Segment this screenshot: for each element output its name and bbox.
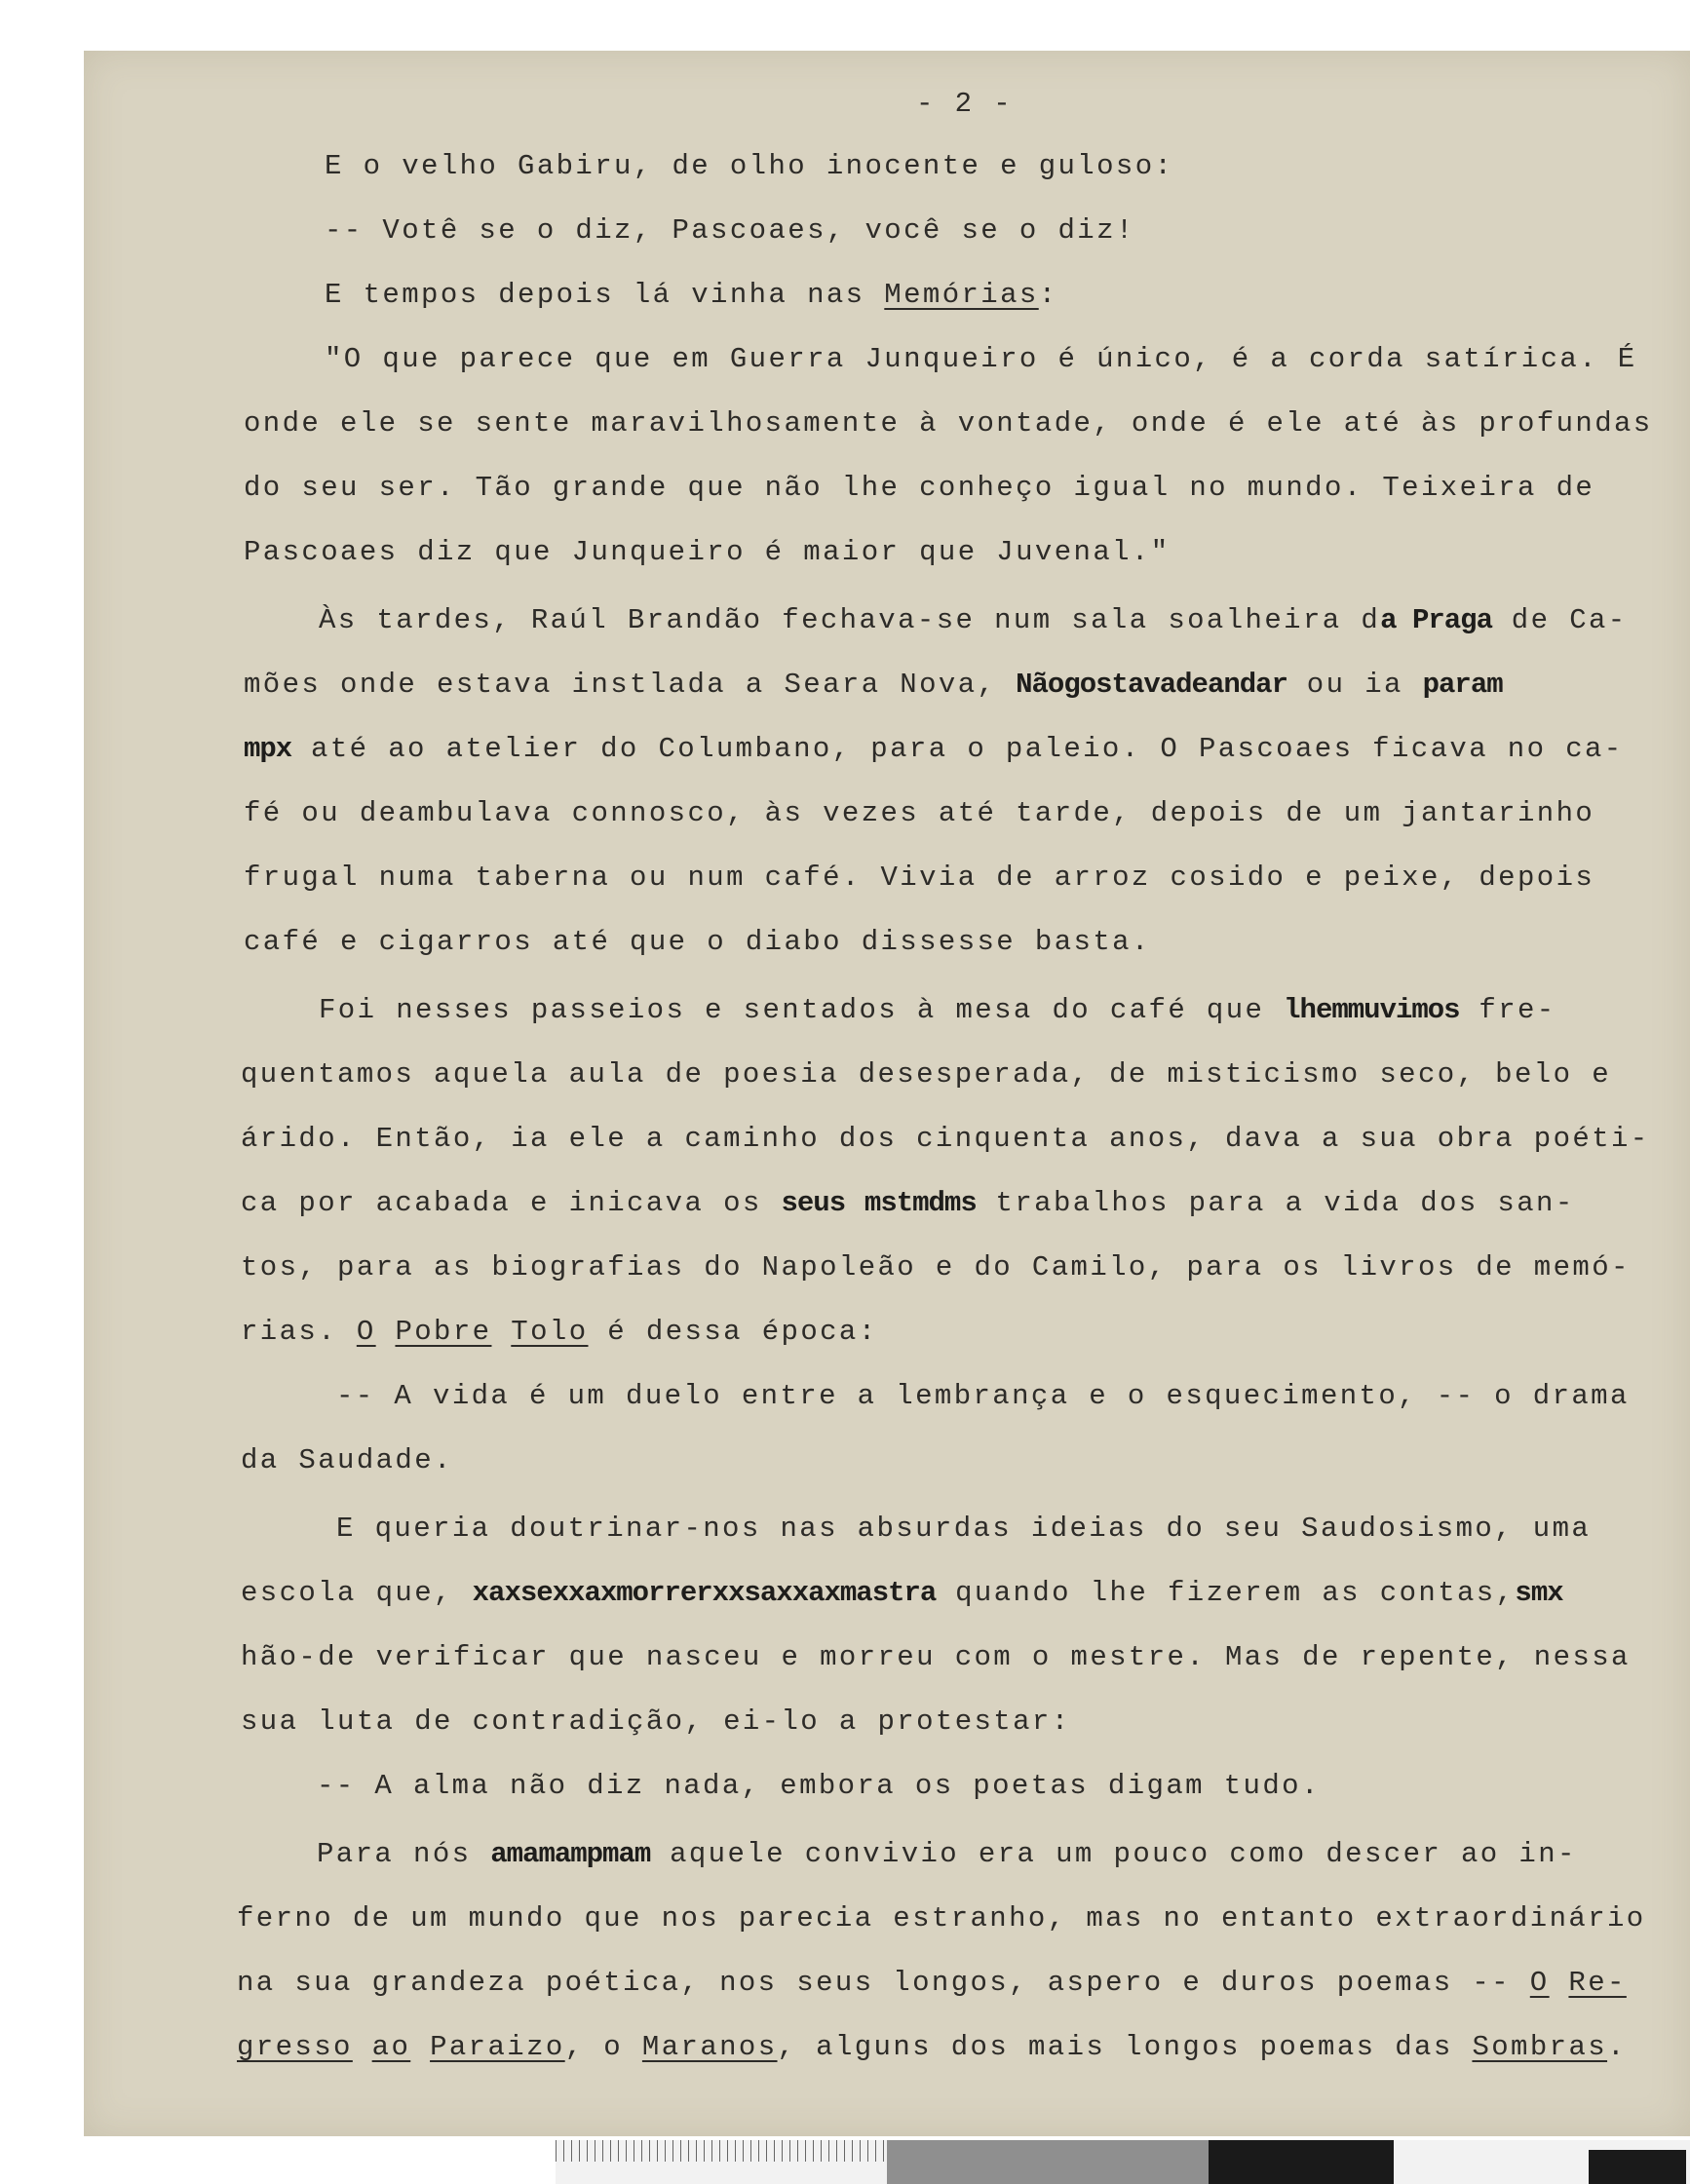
- text-run: ferno de um mundo que nos parecia estranho, mas no entanto extraordinário: [237, 1902, 1646, 1935]
- text-run: fre-: [1459, 994, 1556, 1026]
- text-line: [244, 926, 1151, 959]
- text-run: árido. Então, ia ele a caminho dos cinquenta anos, dava a sua obra poéti-: [241, 1123, 1650, 1155]
- text-run: quentamos aquela aula de poesia desesperada, de misticismo seco, belo e: [241, 1058, 1612, 1091]
- struck-out-text: lhemmuvimos: [1284, 994, 1460, 1026]
- text-line: [336, 1380, 1630, 1413]
- text-line: [317, 1838, 1577, 1871]
- text-run: [845, 1187, 864, 1219]
- text-line: [244, 797, 1594, 830]
- text-line: [336, 1513, 1591, 1546]
- text-run: aquele convivio era um pouco como descer ao in-: [650, 1838, 1577, 1870]
- text-line: [241, 1058, 1611, 1092]
- text-run: quando lhe fizerem as contas,: [936, 1577, 1516, 1609]
- text-line: [325, 279, 1058, 312]
- text-run: :: [1038, 279, 1058, 311]
- text-line: [241, 1641, 1631, 1674]
- text-line: [241, 1444, 453, 1477]
- text-run: onde ele se sente maravilhosamente à vontade, onde é ele até às profundas: [244, 407, 1653, 440]
- struck-out-text: mstmdms: [864, 1187, 977, 1219]
- text-line: [241, 1577, 1563, 1610]
- text-line: [244, 407, 1653, 441]
- text-run: E queria doutrinar-nos nas absurdas ideias do seu Saudosismo, uma: [336, 1513, 1592, 1545]
- text-run: [353, 2031, 372, 2063]
- text-line: [241, 1251, 1631, 1284]
- text-run: ou ia: [1287, 669, 1423, 701]
- struck-out-text: a Praga: [1380, 604, 1492, 636]
- text-line: [241, 1316, 878, 1349]
- underlined-title: Paraizo: [430, 2031, 565, 2063]
- text-run: -- Votê se o diz, Pascoaes, você se o diz!: [325, 214, 1135, 247]
- page-number: - 2 -: [916, 88, 1014, 120]
- text-run: mões onde estava instlada a Seara Nova,: [244, 669, 1017, 701]
- text-run: -- A alma não diz nada, embora os poetas digam tudo.: [317, 1770, 1321, 1802]
- text-run: trabalhos para a vida dos san-: [976, 1187, 1575, 1219]
- text-run: de Ca-: [1491, 604, 1628, 636]
- text-run: [376, 1316, 396, 1348]
- text-line: [237, 1967, 1627, 2000]
- underlined-title: gresso: [237, 2031, 353, 2063]
- black-patch: [1209, 2140, 1394, 2184]
- struck-out-text: xaxsexxaxmorrerxxsaxxaxmastra: [472, 1577, 937, 1609]
- underlined-title: Pobre: [395, 1316, 492, 1348]
- text-run: sua luta de contradição, ei-lo a protestar:: [241, 1705, 1071, 1738]
- text-run: [410, 2031, 430, 2063]
- text-line: [241, 1123, 1650, 1156]
- text-run: , alguns dos mais longos poemas das: [777, 2031, 1473, 2063]
- underlined-title: O: [1529, 1967, 1550, 1999]
- text-line: [319, 994, 1556, 1027]
- ruler-ticks: [556, 2140, 887, 2162]
- text-run: Para nós: [317, 1838, 491, 1870]
- text-run: da Saudade.: [241, 1444, 453, 1476]
- text-run: rias.: [241, 1316, 357, 1348]
- black-patch-small: [1589, 2150, 1686, 2184]
- struck-out-text: amamampmam: [490, 1838, 651, 1870]
- struck-out-text: mpx: [244, 733, 292, 765]
- underlined-title: Tolo: [511, 1316, 589, 1348]
- text-line: [237, 2031, 1627, 2064]
- text-line: [241, 1187, 1575, 1220]
- text-line: [319, 604, 1628, 637]
- text-run: [1550, 1967, 1569, 1999]
- text-line: [325, 214, 1135, 248]
- underlined-title: Maranos: [641, 2031, 778, 2063]
- text-run: E o velho Gabiru, de olho inocente e guloso:: [325, 150, 1174, 182]
- text-line: [244, 733, 1624, 766]
- struck-out-text: param: [1422, 669, 1503, 701]
- text-run: tos, para as biografias do Napoleão e do Camilo, para os livros de memó-: [241, 1251, 1631, 1284]
- text-run: [491, 1316, 511, 1348]
- underlined-title: Memórias: [884, 279, 1039, 311]
- underlined-title: ao: [371, 2031, 411, 2063]
- text-run: café e cigarros até que o diabo dissesse basta.: [244, 926, 1151, 958]
- text-run: é dessa época:: [588, 1316, 878, 1348]
- text-run: Pascoaes diz que Junqueiro é maior que Juvenal.": [244, 536, 1171, 568]
- text-run: ca por acabada e inicava os: [241, 1187, 782, 1219]
- text-run: do seu ser. Tão grande que não lhe conheço igual no mundo. Teixeira de: [244, 472, 1595, 504]
- text-line: [244, 669, 1503, 702]
- text-line: [325, 150, 1173, 183]
- struck-out-text: smx: [1515, 1577, 1563, 1609]
- text-run: "O que parece que em Guerra Junqueiro é único, é a corda satírica. É: [325, 343, 1637, 375]
- text-line: [317, 1770, 1321, 1803]
- text-run: , o: [564, 2031, 642, 2063]
- text-run: frugal numa taberna ou num café. Vivia de arroz cosido e peixe, depois: [244, 862, 1595, 894]
- text-line: [244, 536, 1171, 569]
- text-line: [325, 343, 1637, 376]
- text-run: na sua grandeza poética, nos seus longos, aspero e duros poemas --: [237, 1967, 1530, 1999]
- color-scale-strip: [556, 2140, 1690, 2184]
- underlined-title: Sombras: [1472, 2031, 1608, 2063]
- text-run: escola que,: [241, 1577, 473, 1609]
- text-line: [241, 1705, 1071, 1739]
- text-run: E tempos depois lá vinha nas: [325, 279, 885, 311]
- text-line: [244, 472, 1594, 505]
- text-line: [244, 862, 1594, 895]
- text-run: Foi nesses passeios e sentados à mesa do café que: [319, 994, 1285, 1026]
- text-run: Às tardes, Raúl Brandão fechava-se num sala soalheira d: [319, 604, 1381, 636]
- text-run: hão-de verificar que nasceu e morreu com o mestre. Mas de repente, nessa: [241, 1641, 1631, 1673]
- text-run: -- A vida é um duelo entre a lembrança e o esquecimento, -- o drama: [336, 1380, 1630, 1412]
- underlined-title: Re-: [1568, 1967, 1627, 1999]
- text-run: até ao atelier do Columbano, para o paleio. O Pascoaes ficava no ca-: [291, 733, 1624, 765]
- text-run: fé ou deambulava connosco, às vezes até tarde, depois de um jantarinho: [244, 797, 1595, 829]
- underlined-title: O: [356, 1316, 376, 1348]
- text-line: [237, 1902, 1646, 1935]
- text-run: .: [1607, 2031, 1627, 2063]
- struck-out-text: seus: [781, 1187, 846, 1219]
- struck-out-text: Nãogostavadeandar: [1016, 669, 1287, 701]
